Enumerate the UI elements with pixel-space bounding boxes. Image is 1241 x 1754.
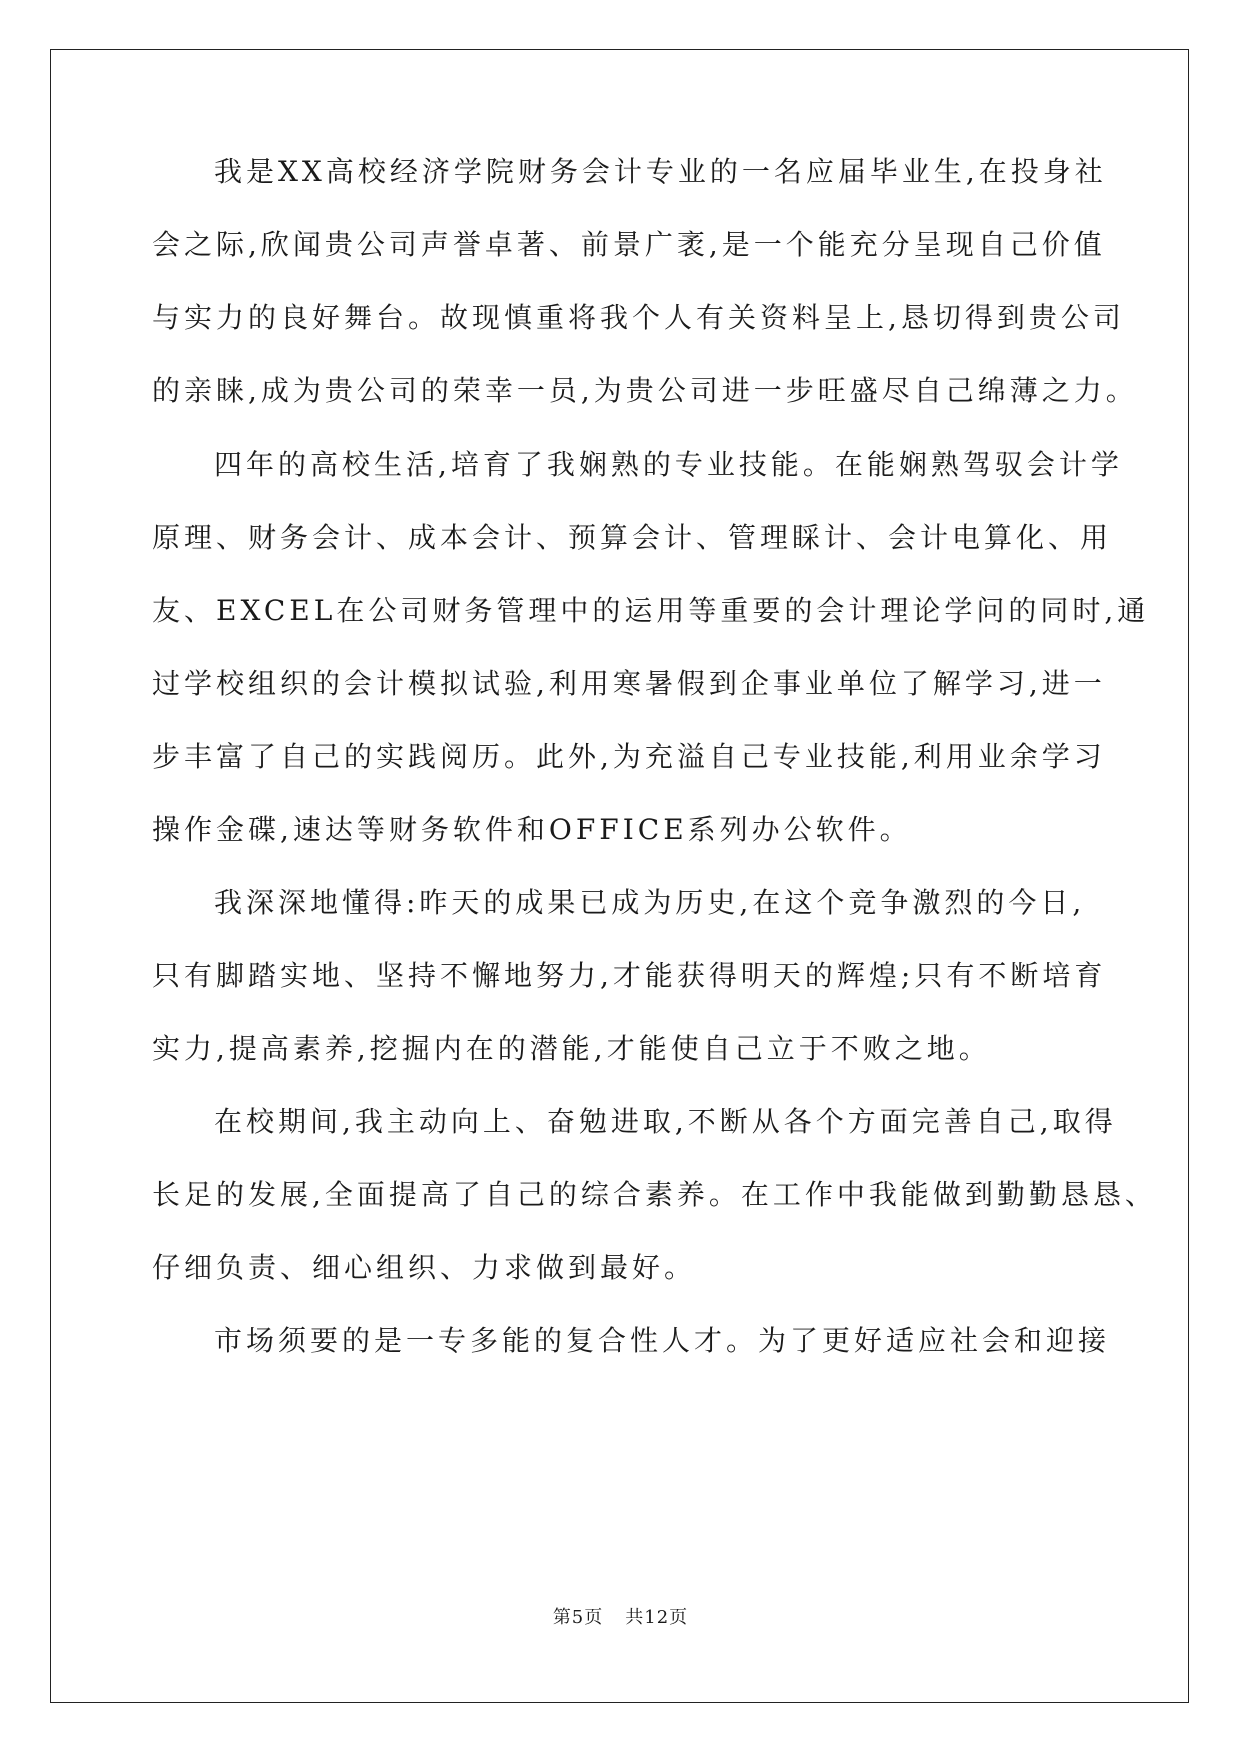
- page-total: 共12页: [625, 1607, 689, 1628]
- paragraph-3-line-3: 实力,提高素养,挖掘内在的潜能,才能使自己立于不败之地。: [152, 1032, 991, 1065]
- paragraph-4-line-1: 在校期间,我主动向上、奋勉进取,不断从各个方面完善自己,取得: [214, 1105, 1117, 1138]
- page-number: 第5页: [552, 1607, 604, 1628]
- paragraph-4-line-2: 长足的发展,全面提高了自己的综合素养。在工作中我能做到勤勤恳恳、: [152, 1178, 1157, 1211]
- paragraph-2-line-6: 操作金碟,速达等财务软件和OFFICE系列办公软件。: [152, 813, 912, 846]
- paragraph-5-line-1: 市场须要的是一专多能的复合性人才。为了更好适应社会和迎接: [214, 1324, 1111, 1357]
- paragraph-2-line-5: 步丰富了自己的实践阅历。此外,为充溢自己专业技能,利用业余学习: [152, 740, 1106, 773]
- paragraph-3-line-2: 只有脚踏实地、坚持不懈地努力,才能获得明天的辉煌;只有不断培育: [152, 959, 1107, 992]
- paragraph-2-line-3: 友、EXCEL在公司财务管理中的运用等重要的会计理论学问的同时,通: [152, 594, 1150, 627]
- paragraph-2-line-2: 原理、财务会计、成本会计、预算会计、管理睬计、会计电算化、用: [152, 521, 1113, 554]
- paragraph-1-line-2: 会之际,欣闻贵公司声誉卓著、前景广袤,是一个能充分呈现自己价值: [152, 228, 1106, 261]
- paragraph-1-line-3: 与实力的良好舞台。故现慎重将我个人有关资料呈上,恳切得到贵公司: [152, 301, 1125, 334]
- paragraph-2-line-4: 过学校组织的会计模拟试验,利用寒暑假到企事业单位了解学习,进一: [152, 667, 1106, 700]
- page-footer: [0, 1606, 1241, 1630]
- paragraph-1-line-4: 的亲睐,成为贵公司的荣幸一员,为贵公司进一步旺盛尽自己绵薄之力。: [152, 374, 1138, 407]
- paragraph-3-line-1: 我深深地懂得:昨天的成果已成为历史,在这个竞争激烈的今日,: [214, 886, 1086, 919]
- paragraph-2-line-1: 四年的高校生活,培育了我娴熟的专业技能。在能娴熟驾驭会计学: [214, 448, 1123, 481]
- paragraph-1-line-1: 我是XX高校经济学院财务会计专业的一名应届毕业生,在投身社: [214, 155, 1107, 188]
- paragraph-4-line-3: 仔细负责、细心组织、力求做到最好。: [152, 1251, 697, 1284]
